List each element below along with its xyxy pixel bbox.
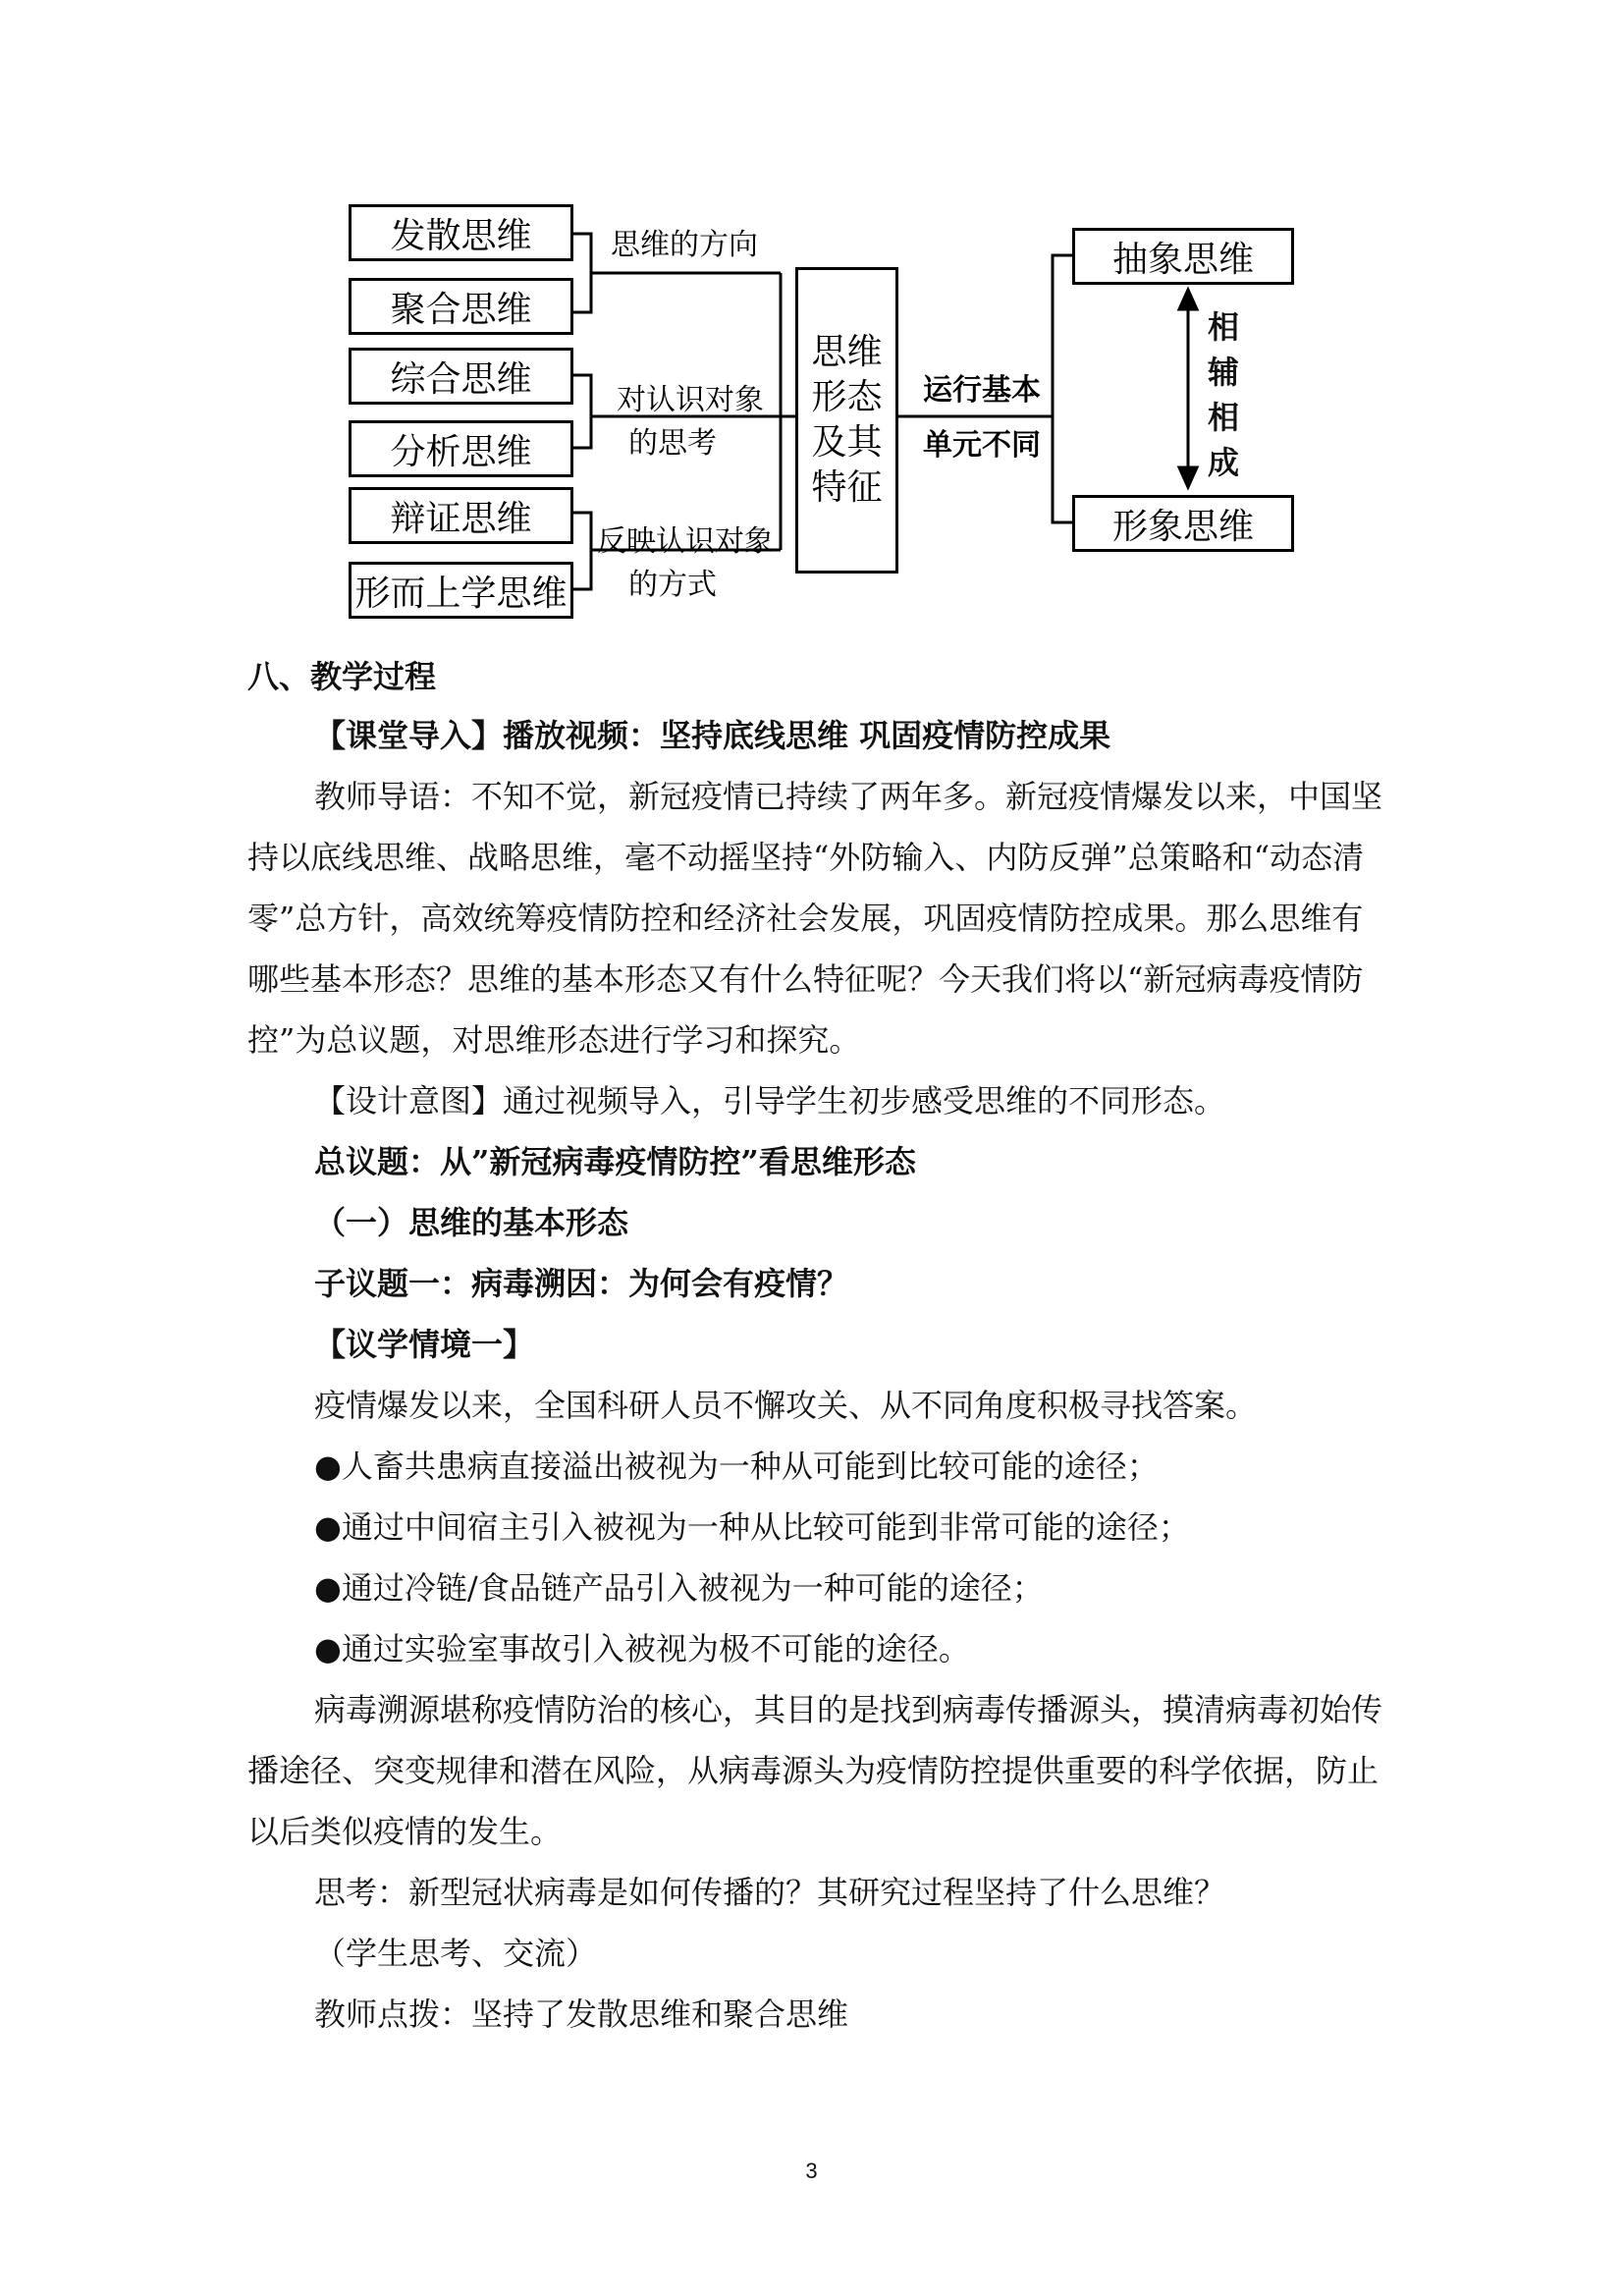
box-dialectical-thinking <box>349 487 573 544</box>
student-activity: （学生思考、交流） <box>314 1935 598 1972</box>
box-label: 形象思维 <box>1111 506 1254 547</box>
label-mid-2: 单元不同 <box>923 428 1041 463</box>
sub-topic-1: 子议题一：病毒溯因：为何会有疫情？ <box>314 1265 849 1302</box>
box-label: 形而上学思维 <box>354 573 568 614</box>
relation-char: 相 <box>1207 308 1239 346</box>
scenario-1: 【议学情境一】 <box>314 1326 535 1363</box>
center-line: 形态 <box>811 377 883 417</box>
center-line: 及其 <box>811 422 883 463</box>
relation-char: 相 <box>1207 399 1239 436</box>
center-box-thinking-forms <box>795 267 898 574</box>
main-topic: 总议题：从”新冠病毒疫情防控”看思维形态 <box>314 1143 916 1180</box>
center-line: 思维 <box>811 332 883 372</box>
box-label: 抽象思维 <box>1111 239 1254 280</box>
box-divergent-thinking <box>349 204 573 261</box>
page-number: 3 <box>805 2159 818 2183</box>
source-text: 病毒溯源堪称疫情防治的核心，其目的是找到病毒传播源头，摸清病毒初始传播途径、突变规律和潜在风险，从病毒源头为疫情防控提供重要的科学依据，防止以后类似疫情的发生。 <box>247 1691 1383 1850</box>
box-label: 分析思维 <box>390 431 532 472</box>
label-object-1: 对认识对象 <box>617 383 764 417</box>
relation-label <box>1204 304 1243 485</box>
scenario-text: 疫情爆发以来，全国科研人员不懈攻关、从不同角度积极寻找答案。 <box>314 1387 1258 1424</box>
label-reflect-1: 反映认识对象 <box>597 524 774 559</box>
box-analytic-thinking <box>349 420 573 477</box>
bullet-item: ●通过实验室事故引入被视为极不可能的途径。 <box>314 1630 970 1667</box>
section-heading: 八、教学过程 <box>247 658 437 695</box>
document-body <box>247 705 1386 2045</box>
label-object-2: 的思考 <box>628 426 717 461</box>
bullet-item: ●人畜共患病直接溢出被视为一种从可能到比较可能的途径； <box>314 1448 1159 1485</box>
box-metaphysical-thinking <box>349 562 573 619</box>
label-mid-1: 运行基本 <box>923 373 1041 408</box>
box-label: 辩证思维 <box>390 498 532 539</box>
bullet-item: ●通过中间宿主引入被视为一种从比较可能到非常可能的途径； <box>314 1508 1190 1546</box>
teacher-guide: 教师点拨：坚持了发散思维和聚合思维 <box>314 1995 849 2033</box>
question: 思考：新型冠状病毒是如何传播的？其研究过程坚持了什么思维？ <box>314 1874 1226 1911</box>
relation-char: 成 <box>1207 444 1239 481</box>
relation-char: 辅 <box>1207 354 1239 391</box>
design-intent: 【设计意图】通过视频导入，引导学生初步感受思维的不同形态。 <box>314 1082 1226 1120</box>
intro-label: 【课堂导入】播放视频：坚持底线思维 巩固疫情防控成果 <box>314 717 1111 754</box>
bullet-item: ●通过冷链/食品链产品引入被视为一种可能的途径； <box>314 1569 1044 1607</box>
box-label: 发散思维 <box>390 215 532 256</box>
box-abstract-thinking <box>1072 228 1294 285</box>
box-label: 聚合思维 <box>390 289 532 330</box>
label-direction: 思维的方向 <box>611 228 758 262</box>
center-line: 特征 <box>811 467 883 508</box>
sub-section: （一）思维的基本形态 <box>314 1204 629 1241</box>
box-convergent-thinking <box>349 278 573 335</box>
box-label: 综合思维 <box>390 358 532 400</box>
label-reflect-2: 的方式 <box>628 568 717 602</box>
teacher-intro: 教师导语：不知不觉，新冠疫情已持续了两年多。新冠疫情爆发以来，中国坚持以底线思维、战略思维，毫不动摇坚持“外防输入、内防反弹”总策略和“动态清零”总方针，高效统筹疫情防控和经济社会发展，巩固疫情防控成果。那么思维有哪些基本形态？思维的基本形态又有什么特征呢？今天我们将以“新冠病毒疫情防控”为总议题，对思维形态进行学习和探究。 <box>247 778 1383 1059</box>
box-imagery-thinking <box>1072 495 1294 552</box>
box-synthetic-thinking <box>349 348 573 405</box>
